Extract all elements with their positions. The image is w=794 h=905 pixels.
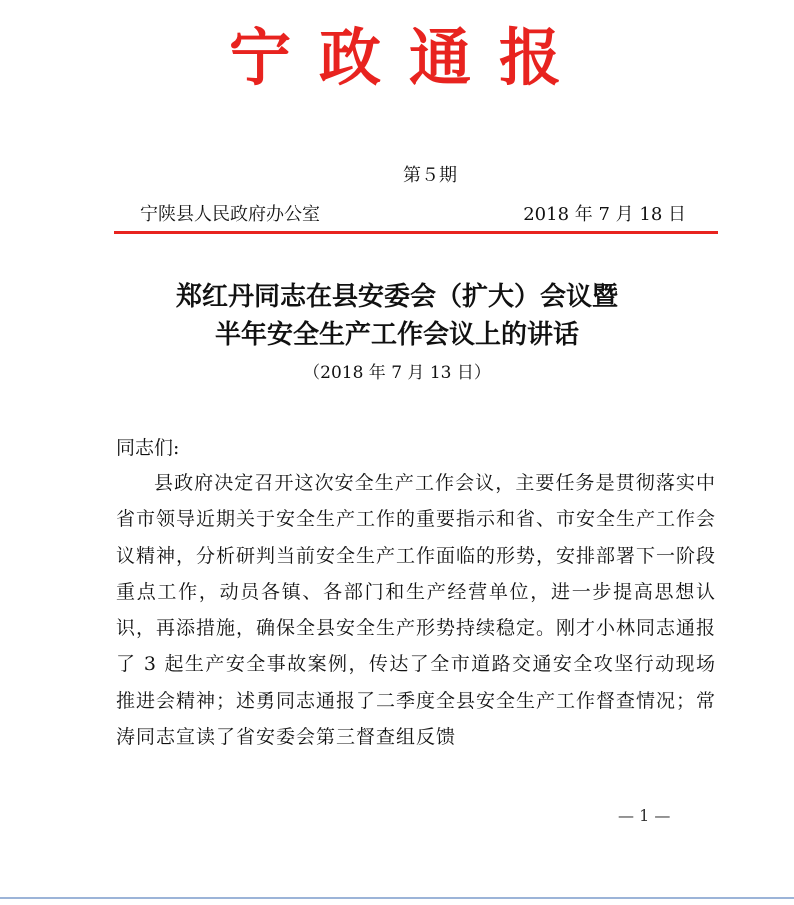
article-title [0,278,794,354]
body-paragraph: 县政府决定召开这次安全生产工作会议，主要任务是贯彻落实中省市领导近期关于安全生产工作的重要指示和省、市安全生产工作会议精神，分析研判当前安全生产工作面临的形势，安排部署下一阶段重点工作，动员各镇、各部门和生产经营单位，进一步提高思想认识，再添措施，确保全县安全生产形势持续稳定。刚才小林同志通报了 3 起生产安全事故案例，传达了全市道路交通安全攻坚行动现场推进会精神；述勇同志通报了二季度全县安全生产工作督查情况；常涛同志宣读了省安委会第三督查组反馈 [116,472,717,749]
masthead-title: 宁政通报 [228,21,589,94]
speech-date: （2018 年 7 月 13 日） [303,363,491,383]
salutation: 同志们: [116,437,180,459]
issuer-row [140,200,686,230]
page-number: — 1 — [618,806,671,825]
issue-number: 第５期 [403,165,457,186]
masthead-divider [114,231,718,234]
issuer-name: 宁陕县人民政府办公室 [140,204,320,225]
issue-date: 2018 年 7 月 18 日 [523,204,686,225]
page-bottom-border [0,897,794,899]
article-title-line-1: 郑红丹同志在县安委会（扩大）会议暨 [175,282,618,312]
article-title-line-2: 半年安全生产工作会议上的讲话 [214,320,579,350]
